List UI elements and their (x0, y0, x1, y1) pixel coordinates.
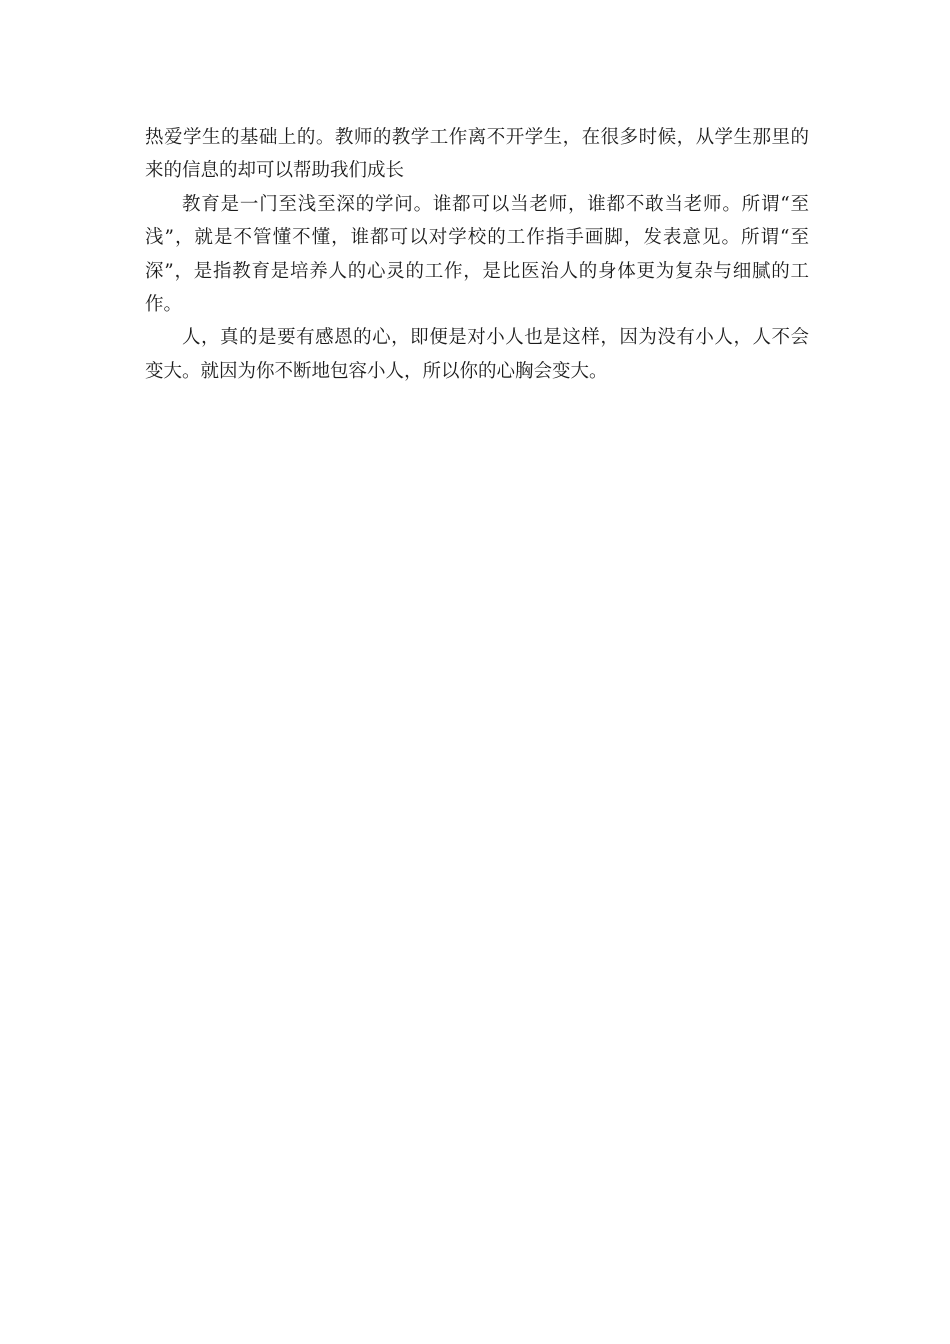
paragraph-continuation: 热爱学生的基础上的。教师的教学工作离不开学生，在很多时候，从学生那里的来的信息的却可以帮助我们成长 (145, 127, 809, 182)
document-body (145, 121, 809, 388)
paragraph-education: 教育是一门至浅至深的学问。谁都可以当老师，谁都不敢当老师。所谓“至浅”，就是不管懂不懂，谁都可以对学校的工作指手画脚，发表意见。所谓“至深”，是指教育是培养人的心灵的工作，是比医治人的身体更为复杂与细腻的工作。 (145, 193, 809, 316)
paragraph-gratitude: 人，真的是要有感恩的心，即便是对小人也是这样，因为没有小人，人不会变大。就因为你不断地包容小人，所以你的心胸会变大。 (145, 327, 809, 382)
